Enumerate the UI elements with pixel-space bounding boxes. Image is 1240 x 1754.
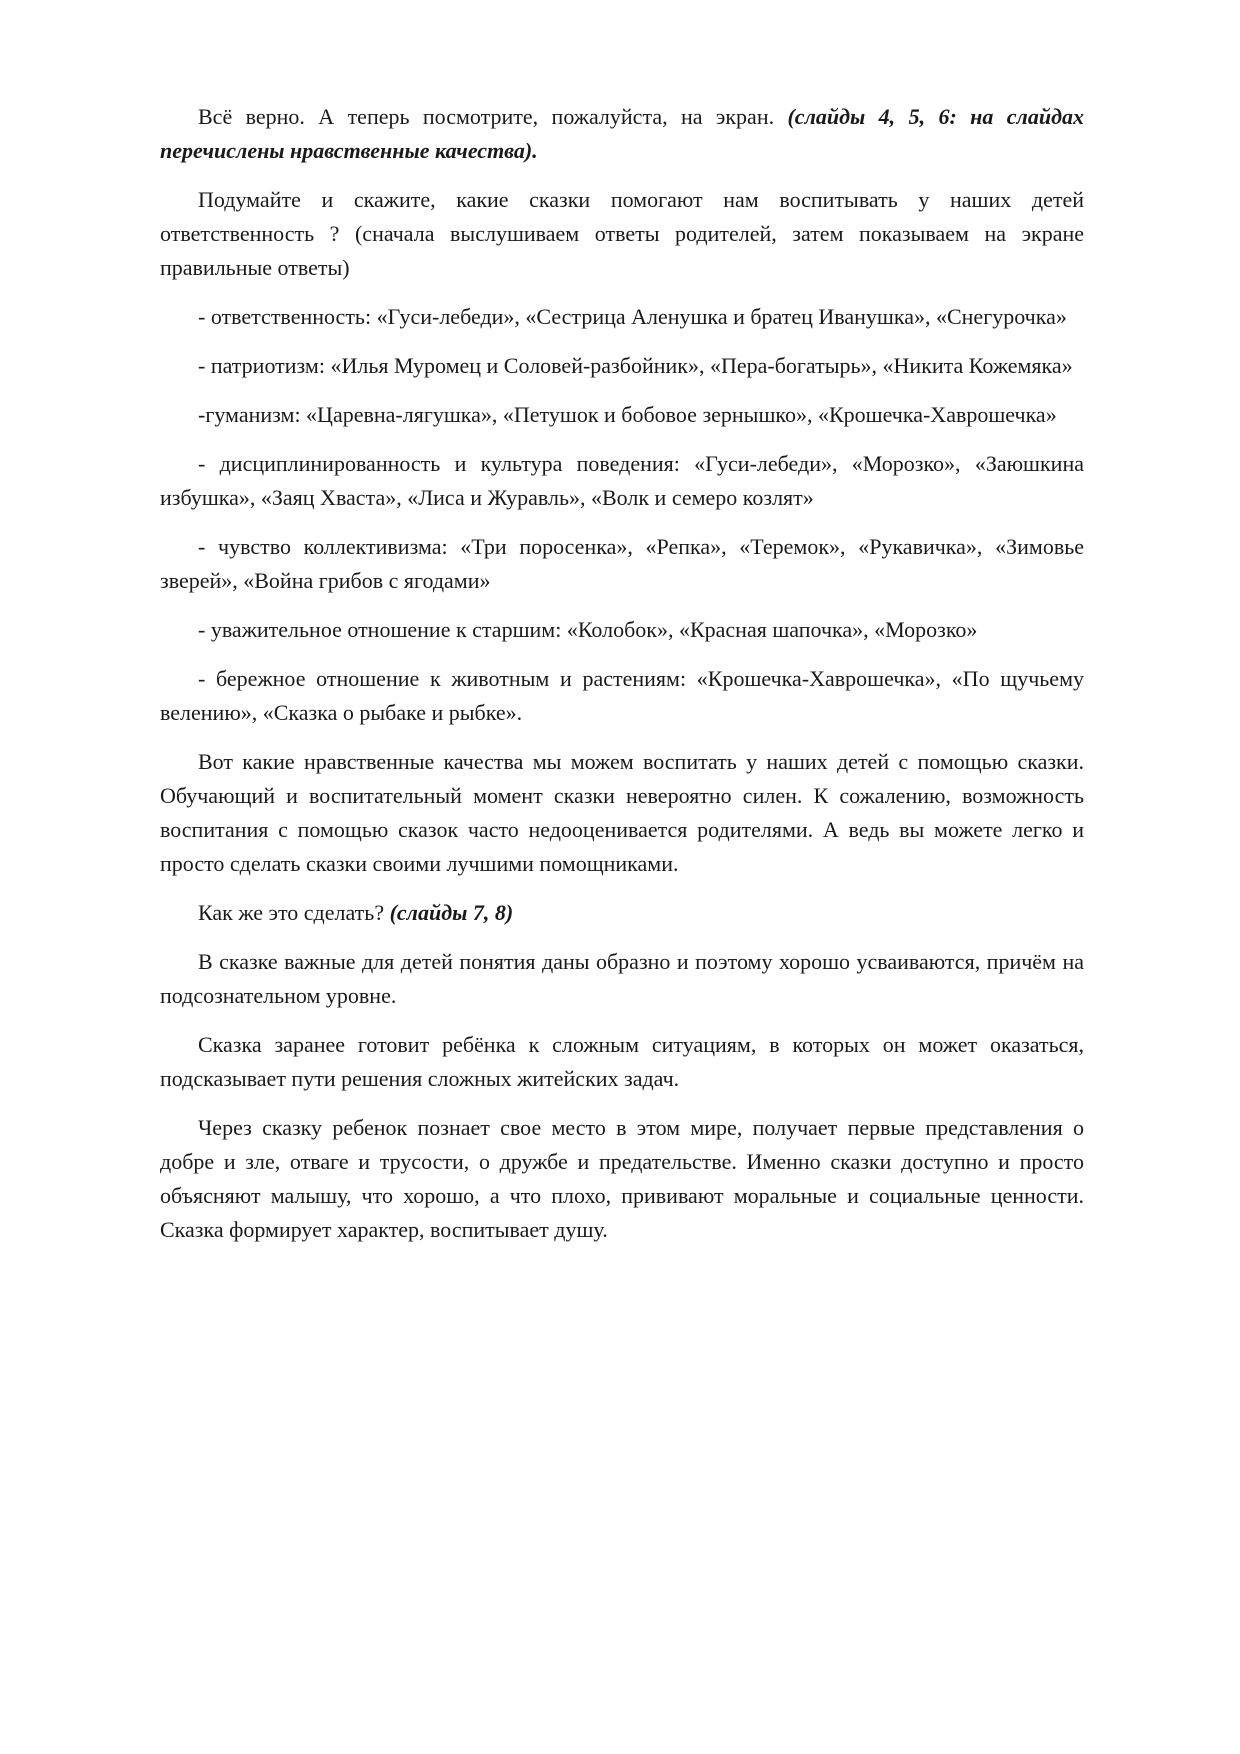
paragraph [160, 662, 1084, 730]
paragraph [160, 745, 1084, 881]
paragraph [160, 896, 1084, 930]
paragraph-text: Всё верно. А теперь посмотрите, пожалуйста, на экран. [198, 104, 788, 129]
paragraph-text: Сказка заранее готовит ребёнка к сложным ситуациям, в которых он может оказаться, подсказывает пути решения сложных житейских задач. [160, 1032, 1084, 1091]
paragraph-text: - дисциплинированность и культура поведения: «Гуси-лебеди», «Морозко», «Заюшкина избушка», «Заяц Хваста», «Лиса и Журавль», «Волк и семеро козлят» [160, 451, 1084, 510]
paragraph [160, 613, 1084, 647]
paragraph-text: Вот какие нравственные качества мы можем воспитать у наших детей с помощью сказки. Обучающий и воспитательный момент сказки невероятно силен. К сожалению, возможность воспитания с помощью сказок часто недооценивается родителями. А ведь вы можете легко и просто сделать сказки своими лучшими помощниками. [160, 749, 1084, 876]
paragraph [160, 1028, 1084, 1096]
paragraph-text: - бережное отношение к животным и растениям: «Крошечка-Хаврошечка», «По щучьему велению», «Сказка о рыбаке и рыбке». [160, 666, 1084, 725]
paragraph-text: Как же это сделать? [198, 900, 390, 925]
paragraph-text: - ответственность: «Гуси-лебеди», «Сестрица Аленушка и братец Иванушка», «Снегурочка» [198, 304, 1067, 329]
paragraph-text: Подумайте и скажите, какие сказки помогают нам воспитывать у наших детей ответственность ? (сначала выслушиваем ответы родителей, затем показываем на экране правильные ответы) [160, 187, 1084, 280]
paragraph [160, 945, 1084, 1013]
paragraph [160, 398, 1084, 432]
document-body [160, 100, 1084, 1247]
paragraph-text: - уважительное отношение к старшим: «Колобок», «Красная шапочка», «Морозко» [198, 617, 978, 642]
paragraph-text: - патриотизм: «Илья Муромец и Соловей-разбойник», «Пера-богатырь», «Никита Кожемяка» [198, 353, 1073, 378]
slide-reference-text: (слайды 4, 5, 6: на слайдах перечислены нравственные качества). [160, 104, 1084, 163]
paragraph-text: В сказке важные для детей понятия даны образно и поэтому хорошо усваиваются, причём на подсознательном уровне. [160, 949, 1084, 1008]
paragraph [160, 300, 1084, 334]
paragraph [160, 447, 1084, 515]
paragraph [160, 1111, 1084, 1247]
paragraph [160, 530, 1084, 598]
paragraph-text: -гуманизм: «Царевна-лягушка», «Петушок и бобовое зернышко», «Крошечка-Хаврошечка» [198, 402, 1057, 427]
paragraph [160, 183, 1084, 285]
slide-reference-text: (слайды 7, 8) [389, 900, 514, 925]
paragraph-text: - чувство коллективизма: «Три поросенка», «Репка», «Теремок», «Рукавичка», «Зимовье зверей», «Война грибов с ягодами» [160, 534, 1084, 593]
paragraph [160, 349, 1084, 383]
paragraph [160, 100, 1084, 168]
paragraph-text: Через сказку ребенок познает свое место в этом мире, получает первые представления о добре и зле, отваге и трусости, о дружбе и предательстве. Именно сказки доступно и просто объясняют малышу, что хорошо, а что плохо, прививают моральные и социальные ценности. Сказка формирует характер, воспитывает душу. [160, 1115, 1084, 1242]
